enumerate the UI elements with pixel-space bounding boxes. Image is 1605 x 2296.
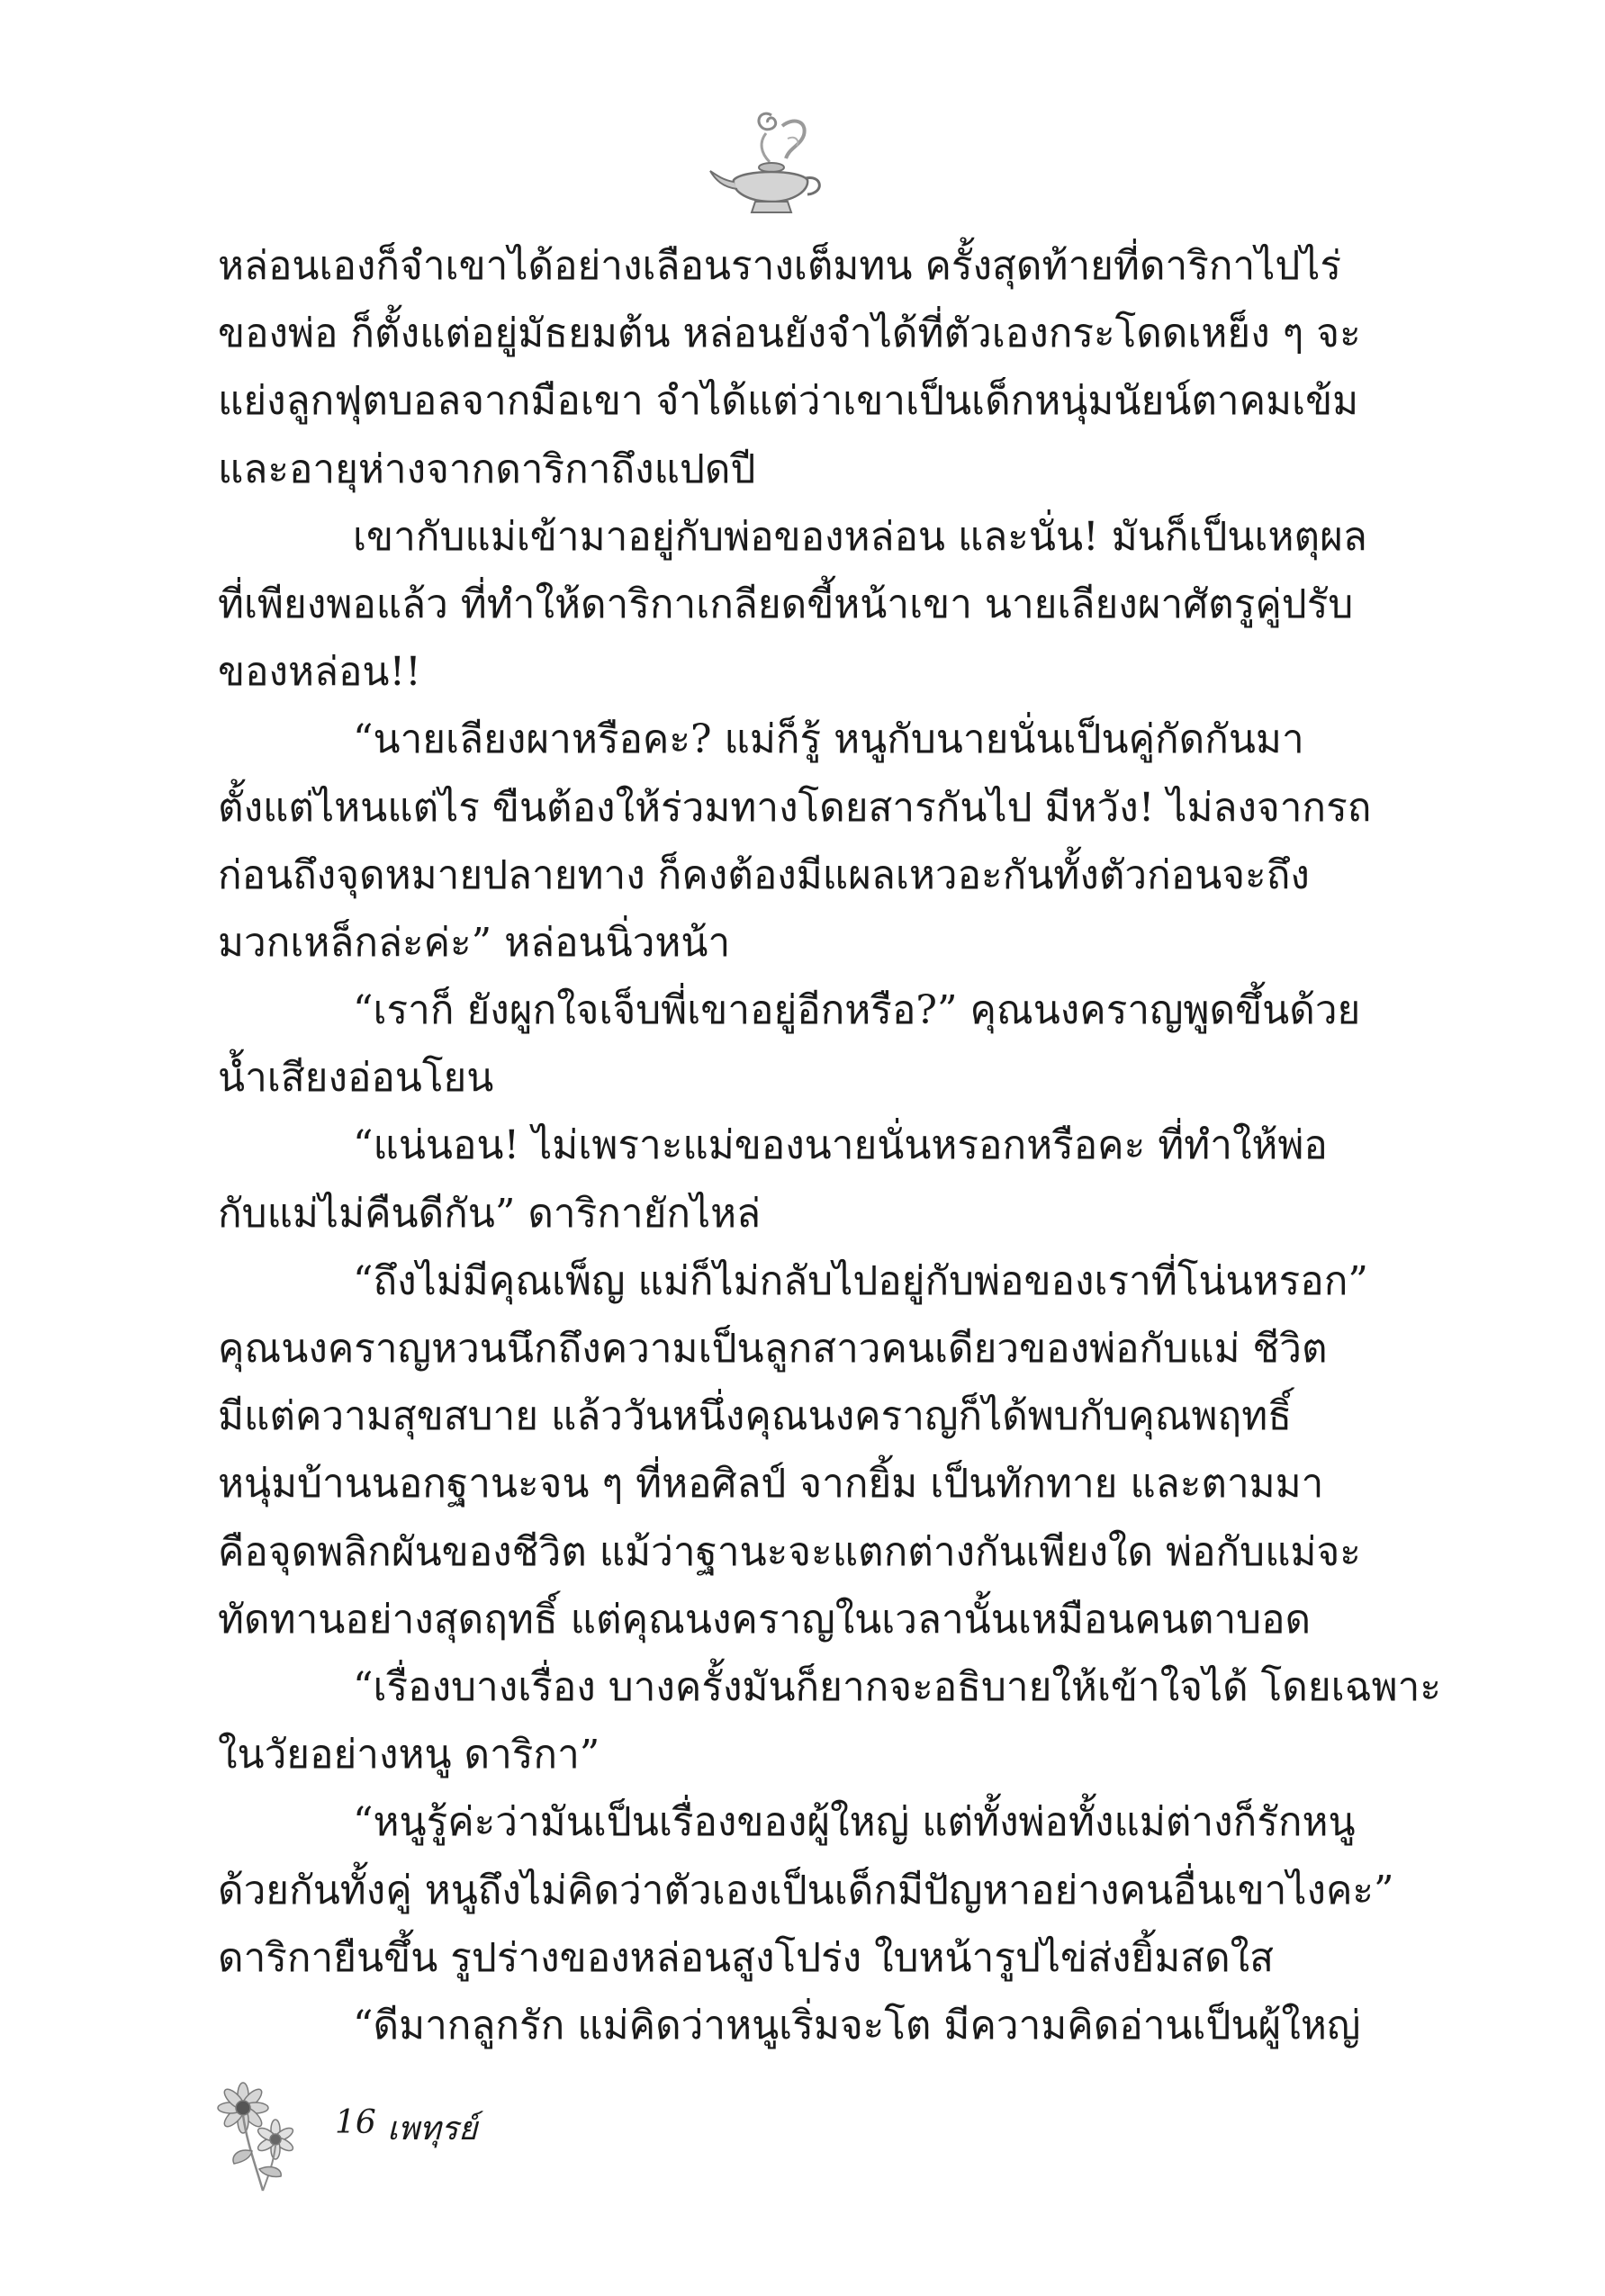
- flower-ornament-icon: [207, 2079, 324, 2196]
- text-line: ตั้งแต่ไหนแต่ไร ขืนต้องให้ร่วมทางโดยสารกันไป มีหวัง! ไม่ลงจากรถ: [218, 784, 1372, 831]
- text-line: กับแม่ไม่คืนดีกัน” ดาริกายักไหล่: [218, 1190, 762, 1237]
- text-line: ของหล่อน!!: [218, 649, 421, 696]
- text-line: น้ำเสียงอ่อนโยน: [218, 1055, 494, 1102]
- text-line: “ถึงไม่มีคุณเพ็ญ แม่ก็ไม่กลับไปอยู่กับพ่อของเราที่โน่นหรอก”: [353, 1257, 1368, 1304]
- text-line: คือจุดพลิกผันของชีวิต แม้ว่าฐานะจะแตกต่างกันเพียงใด พ่อกับแม่จะ: [218, 1528, 1361, 1575]
- text-line: มวกเหล็กล่ะค่ะ” หล่อนนิ่วหน้า: [218, 919, 731, 966]
- text-line: ที่เพียงพอแล้ว ที่ทำให้ดาริกาเกลียดขี้หน้าเขา นายเลียงผาศัตรูคู่ปรับ: [218, 581, 1354, 627]
- text-line: ดาริกายืนขึ้น รูปร่างของหล่อนสูงโปร่ง ใบหน้ารูปไข่ส่งยิ้มสดใส: [218, 1934, 1274, 1981]
- text-line: “เราก็ ยังผูกใจเจ็บพี่เขาอยู่อีกหรือ?” คุณนงคราญพูดขึ้นด้วย: [353, 987, 1361, 1034]
- body-text: [218, 232, 1442, 2059]
- text-line: ก่อนถึงจุดหมายปลายทาง ก็คงต้องมีแผลเหวอะกันทั้งตัวก่อนจะถึง: [218, 851, 1310, 898]
- text-line: คุณนงคราญหวนนึกถึงความเป็นลูกสาวคนเดียวของพ่อกับแม่ ชีวิต: [218, 1326, 1328, 1372]
- page-footer: [207, 2079, 531, 2196]
- text-line: และอายุห่างจากดาริกาถึงแปดปี: [218, 446, 756, 492]
- text-line: เขากับแม่เข้ามาอยู่กับพ่อของหล่อน และนั่น! มันก็เป็นเหตุผล: [353, 513, 1367, 560]
- teapot-ornament-icon: [707, 108, 833, 225]
- text-line: ในวัยอย่างหนู ดาริกา”: [218, 1732, 600, 1778]
- page-number: 16: [335, 2104, 376, 2141]
- text-line: “เรื่องบางเรื่อง บางครั้งมันก็ยากจะอธิบายให้เข้าใจได้ โดยเฉพาะ: [353, 1663, 1442, 1710]
- text-line: ด้วยกันทั้งคู่ หนูถึงไม่คิดว่าตัวเองเป็นเด็กมีปัญหาอย่างคนอื่นเขาไงคะ”: [218, 1867, 1394, 1913]
- text-line: ทัดทานอย่างสุดฤทธิ์ แต่คุณนงคราญในเวลานั้นเหมือนคนตาบอด: [218, 1596, 1312, 1643]
- text-line: “นายเลียงผาหรือคะ? แม่ก็รู้ หนูกับนายนั่นเป็นคู่กัดกันมา: [353, 716, 1304, 763]
- text-line: หนุ่มบ้านนอกฐานะจน ๆ ที่หอศิลป์ จากยิ้ม เป็นทักทาย และตามมา: [218, 1461, 1324, 1508]
- text-line: หล่อนเองก็จำเขาได้อย่างเลือนรางเต็มทน ครั้งสุดท้ายที่ดาริกาไปไร่: [218, 243, 1342, 289]
- text-line: “ดีมากลูกรัก แม่คิดว่าหนูเริ่มจะโต มีความคิดอ่านเป็นผู้ใหญ่: [353, 2002, 1361, 2048]
- text-line: ของพ่อ ก็ตั้งแต่อยู่มัธยมต้น หล่อนยังจำได้ที่ตัวเองกระโดดเหย็ง ๆ จะ: [218, 311, 1361, 357]
- text-line: “แน่นอน! ไม่เพราะแม่ของนายนั่นหรอกหรือคะ ที่ทำให้พ่อ: [353, 1122, 1328, 1169]
- text-line: แย่งลูกฟุตบอลจากมือเขา จำได้แต่ว่าเขาเป็นเด็กหนุ่มนัยน์ตาคมเข้ม: [218, 378, 1359, 425]
- book-title: เพทุรย์: [387, 2111, 478, 2147]
- text-line: มีแต่ความสุขสบาย แล้ววันหนึ่งคุณนงคราญก็ได้พบกับคุณพฤทธิ์: [218, 1393, 1293, 1440]
- text-line: “หนูรู้ค่ะว่ามันเป็นเรื่องของผู้ใหญ่ แต่ทั้งพ่อทั้งแม่ต่างก็รักหนู: [353, 1799, 1356, 1846]
